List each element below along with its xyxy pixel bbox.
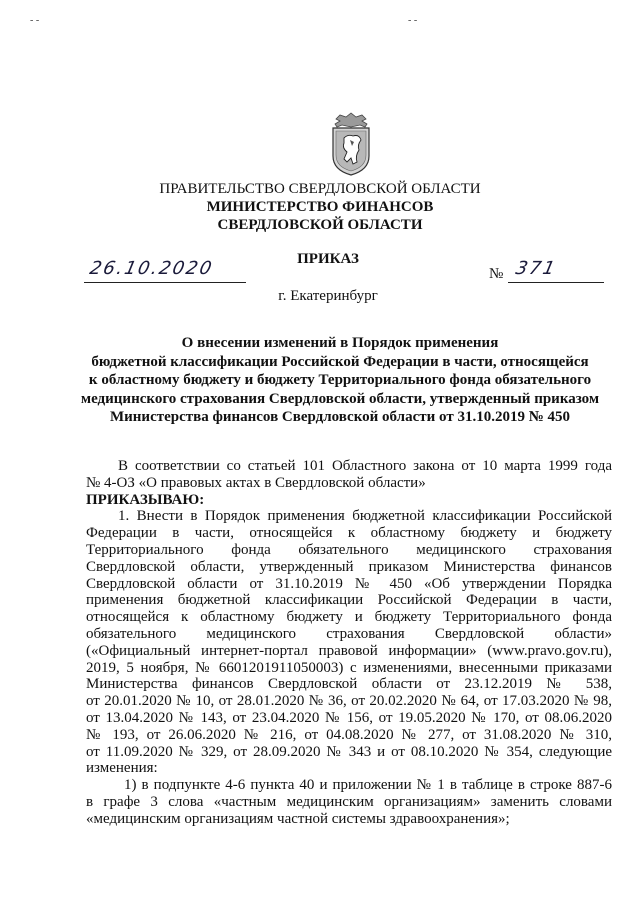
date-field	[84, 258, 246, 283]
document-type: ПРИКАЗ	[297, 251, 359, 267]
government-name: ПРАВИТЕЛЬСТВО СВЕРДЛОВСКОЙ ОБЛАСТИ	[159, 181, 481, 197]
body-line: Свердловской области от 31.10.2019 № 450 «Об утверждении Порядка	[86, 575, 612, 592]
body-line: № 4-ОЗ «О правовых актах в Свердловской области»	[86, 474, 426, 491]
ministry-name: МИНИСТЕРСТВО ФИНАНСОВ	[206, 199, 434, 215]
body-line: в графе 3 слова «частным медицинским организациям» заменить словами	[86, 793, 612, 810]
scan-artifact: - -	[30, 15, 40, 26]
body-line: 2019, 5 ноября, № 6601201911050003) с изменениями, внесенными приказами	[86, 659, 612, 676]
body-line: 1. Внести в Порядок применения бюджетной классификации Российской	[118, 508, 612, 525]
title-line: О внесении изменений в Порядок применения	[181, 335, 499, 351]
body-line: 1) в подпункте 4-6 пункта 40 и приложении № 1 в таблице в строке 887-6	[124, 777, 612, 794]
region-name: СВЕРДЛОВСКОЙ ОБЛАСТИ	[217, 217, 423, 233]
body-line: «медицинским организациям частной системы здравоохранения»;	[86, 810, 510, 827]
scan-artifact: - -	[408, 15, 418, 26]
handwritten-number: 371	[513, 258, 559, 279]
body-line: Министерства финансов Свердловской области от 23.12.2019 № 538,	[86, 676, 612, 693]
title-line: к областному бюджету и бюджету Территориального фонда обязательного	[88, 372, 592, 388]
body-line: Свердловской области, утвержденный приказом Министерства финансов	[86, 558, 612, 575]
body-line: от 11.09.2020 № 329, от 28.09.2020 № 343 и от 08.10.2020 № 354, следующие	[86, 743, 612, 760]
body-line: № 193, от 26.06.2020 № 216, от 04.08.2020 № 277, от 31.08.2020 № 310,	[86, 726, 612, 743]
body-line: («Официальный интернет-портал правовой информации» (www.pravo.gov.ru),	[86, 642, 612, 659]
body-line: относящейся к областному бюджету и бюджету Территориального фонда	[86, 609, 612, 626]
body-line: обязательного медицинского страхования Свердловской области»	[86, 625, 612, 642]
body-line: Территориального фонда обязательного медицинского страхования	[86, 541, 612, 558]
document-title	[0, 334, 640, 427]
title-line: Министерства финансов Свердловской области от 31.10.2019 № 450	[109, 409, 571, 425]
body-line: Федерации в части, относящейся к областному бюджету и бюджету	[86, 525, 612, 542]
city: г. Екатеринбург	[278, 288, 378, 304]
coat-of-arms-emblem-icon	[326, 112, 376, 176]
order-keyword: ПРИКАЗЫВАЮ:	[86, 491, 205, 508]
body-line: от 13.04.2020 № 143, от 23.04.2020 № 156, от 19.05.2020 № 170, от 08.06.2020	[86, 709, 612, 726]
number-label: №	[489, 266, 504, 282]
handwritten-date: 26.10.2020	[87, 258, 216, 279]
title-line: медицинского страхования Свердловской области, утвержденный приказом	[80, 390, 600, 407]
number-field	[508, 258, 604, 283]
body-line: изменения:	[86, 760, 158, 777]
document-body	[86, 458, 612, 828]
body-line: применения бюджетной классификации Российской Федерации в части,	[86, 592, 612, 609]
body-line: от 20.01.2020 № 10, от 28.01.2020 № 36, от 20.02.2020 № 64, от 17.03.2020 № 98,	[86, 693, 612, 710]
body-line: В соответствии со статьей 101 Областного закона от 10 марта 1999 года	[118, 458, 612, 474]
title-line: бюджетной классификации Российской Федерации в части, относящейся	[91, 353, 589, 370]
